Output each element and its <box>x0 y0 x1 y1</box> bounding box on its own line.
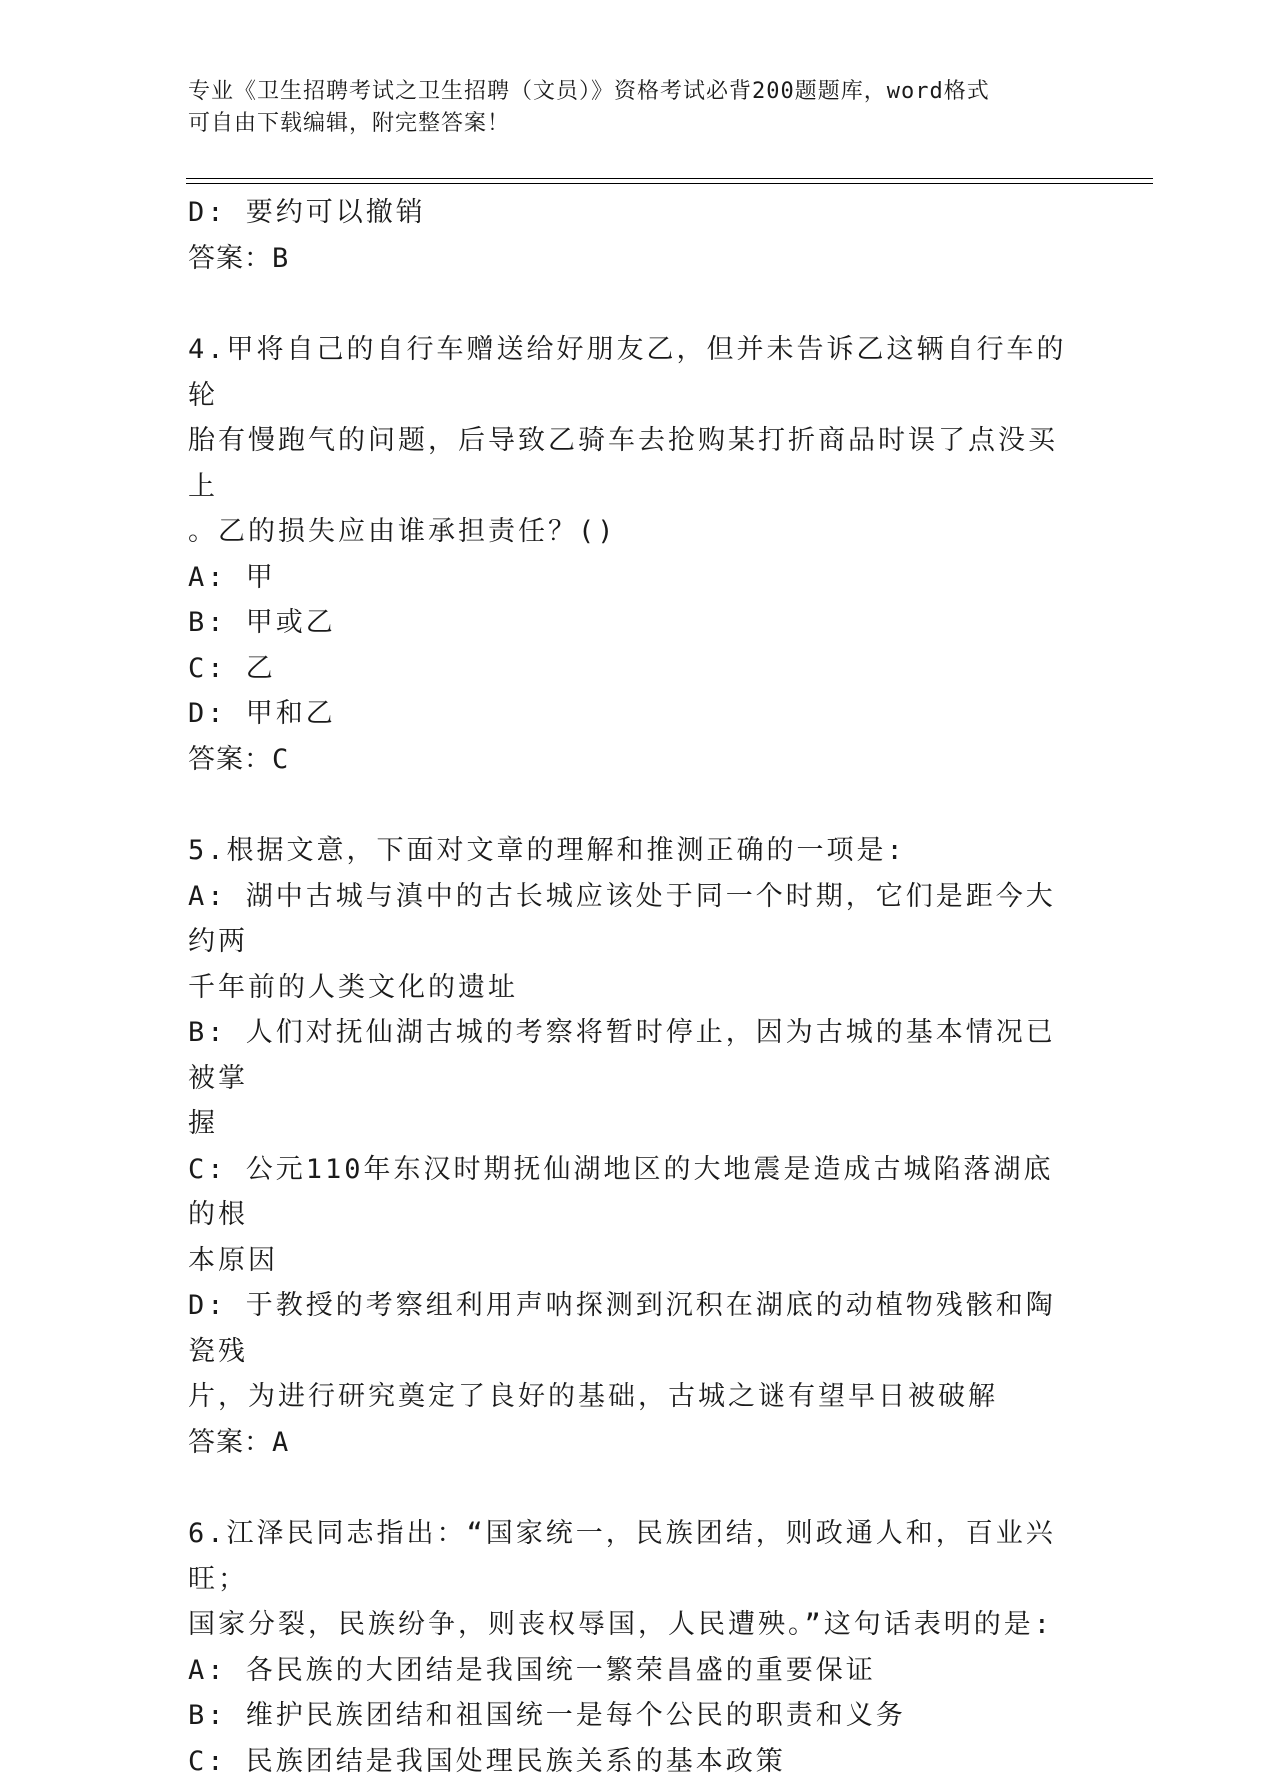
q4-answer-value: C <box>272 744 289 775</box>
q5-answer-label: 答案： <box>188 1427 272 1458</box>
header-line-2: 可自由下载编辑，附完整答案！ <box>188 108 1088 140</box>
q5-stem-line-1: 5.根据文意，下面对文章的理解和推测正确的一项是: <box>188 828 1078 874</box>
question-5 <box>188 828 1078 1465</box>
q4-answer <box>188 737 1078 783</box>
question-4 <box>188 327 1078 782</box>
q5-answer-value: A <box>272 1427 289 1458</box>
question-6 <box>188 1511 1078 1784</box>
header-divider-bottom <box>186 183 1153 184</box>
q6-stem-line-1: 6.江泽民同志指出：“国家统一，民族团结，则政通人和，百业兴旺； <box>188 1511 1078 1602</box>
q4-stem-line-1: 4.甲将自己的自行车赠送给好朋友乙，但并未告诉乙这辆自行车的轮 <box>188 327 1078 418</box>
q5-option-d-line-2: 片，为进行研究奠定了良好的基础，古城之谜有望早日被破解 <box>188 1374 1078 1420</box>
q3-option-d: D: 要约可以撤销 <box>188 190 1078 236</box>
question-3-tail <box>188 190 1078 281</box>
q4-stem-line-3: 。乙的损失应由谁承担责任？() <box>188 509 1078 555</box>
q4-option-d: D: 甲和乙 <box>188 691 1078 737</box>
q3-answer-label: 答案： <box>188 243 272 274</box>
q4-option-a: A: 甲 <box>188 555 1078 601</box>
header-divider-top <box>186 178 1153 179</box>
q4-stem-line-2: 胎有慢跑气的问题，后导致乙骑车去抢购某打折商品时误了点没买上 <box>188 418 1078 509</box>
q5-answer <box>188 1420 1078 1466</box>
header-line-1: 专业《卫生招聘考试之卫生招聘（文员）》资格考试必背200题题库，word格式 <box>188 76 1088 108</box>
question-list <box>188 190 1078 1784</box>
document-header <box>188 76 1088 140</box>
q5-option-c-line-2: 本原因 <box>188 1238 1078 1284</box>
q3-answer-value: B <box>272 243 289 274</box>
q5-option-c-line-1: C: 公元110年东汉时期抚仙湖地区的大地震是造成古城陷落湖底的根 <box>188 1147 1078 1238</box>
q4-answer-label: 答案： <box>188 744 272 775</box>
q4-option-c: C: 乙 <box>188 646 1078 692</box>
q6-option-c: C: 民族团结是我国处理民族关系的基本政策 <box>188 1739 1078 1784</box>
q5-option-b-line-2: 握 <box>188 1101 1078 1147</box>
q6-option-a: A: 各民族的大团结是我国统一繁荣昌盛的重要保证 <box>188 1648 1078 1694</box>
q5-option-a-line-1: A: 湖中古城与滇中的古长城应该处于同一个时期，它们是距今大约两 <box>188 874 1078 965</box>
q6-stem-line-2: 国家分裂，民族纷争，则丧权辱国，人民遭殃。”这句话表明的是: <box>188 1602 1078 1648</box>
q6-option-b: B: 维护民族团结和祖国统一是每个公民的职责和义务 <box>188 1693 1078 1739</box>
q5-option-a-line-2: 千年前的人类文化的遗址 <box>188 965 1078 1011</box>
q4-option-b: B: 甲或乙 <box>188 600 1078 646</box>
q3-answer <box>188 236 1078 282</box>
q5-option-d-line-1: D: 于教授的考察组利用声呐探测到沉积在湖底的动植物残骸和陶瓷残 <box>188 1283 1078 1374</box>
q5-option-b-line-1: B: 人们对抚仙湖古城的考察将暂时停止，因为古城的基本情况已被掌 <box>188 1010 1078 1101</box>
